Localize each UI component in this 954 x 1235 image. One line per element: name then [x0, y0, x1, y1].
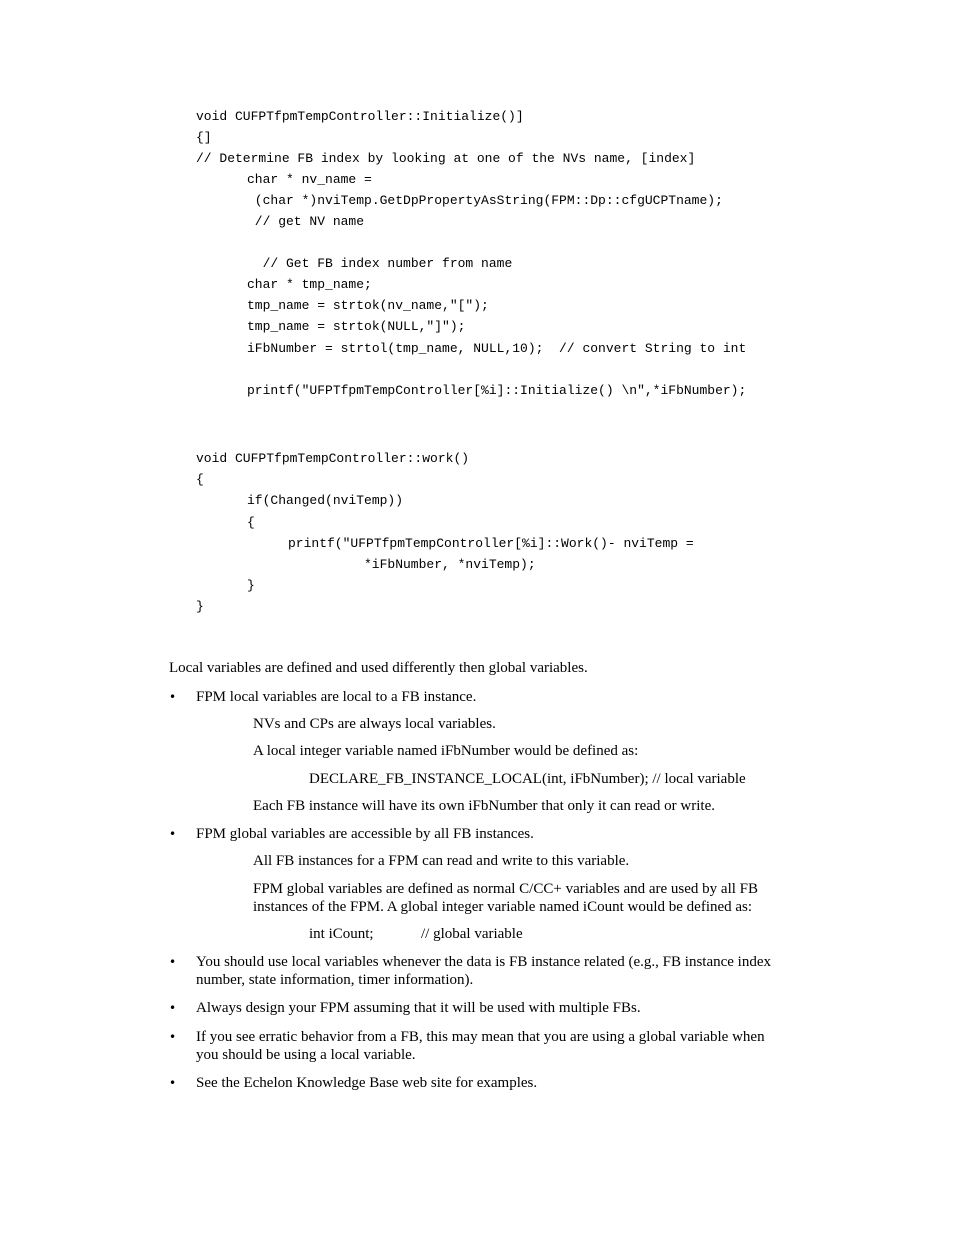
code-line: tmp_name = strtok(nv_name,"[");	[247, 298, 489, 313]
code-line: *iFbNumber, *nviTemp);	[364, 557, 536, 572]
code-line: char * tmp_name;	[247, 277, 372, 292]
bullet-design: Always design your FPM assuming that it will be used with multiple FBs.	[196, 1000, 641, 1016]
global-detail-definition: instances of the FPM. A global integer variable named iCount would be defined as:	[253, 899, 753, 915]
bullet-icon: •	[169, 690, 177, 704]
bullet-local-variables: FPM local variables are local to a FB instance.	[196, 689, 477, 705]
code-line: // get NV name	[247, 214, 365, 229]
bullet-erratic: you should be using a local variable.	[196, 1047, 416, 1063]
code-line: // Determine FB index by looking at one of the NVs name, [index]	[196, 151, 696, 166]
code-line: // Get FB index number from name	[247, 256, 513, 271]
bullet-icon: •	[169, 1030, 177, 1044]
bullet-icon: •	[169, 955, 177, 969]
intro-paragraph: Local variables are defined and used differently then global variables.	[169, 660, 588, 676]
code-line: {]	[196, 130, 212, 145]
bullet-use-local: number, state information, timer information).	[196, 972, 474, 988]
code-line: (char *)nviTemp.GetDpPropertyAsString(FPM::Dp::cfgUCPTname);	[247, 193, 723, 208]
bullet-icon: •	[169, 1001, 177, 1015]
bullet-knowledge-base: See the Echelon Knowledge Base web site for examples.	[196, 1075, 538, 1091]
bullet-icon: •	[169, 827, 177, 841]
code-line: void CUFPTfpmTempController::Initialize()]	[196, 109, 524, 124]
code-line: {	[196, 472, 204, 487]
code-line: if(Changed(nviTemp))	[247, 493, 404, 508]
bullet-use-local: You should use local variables whenever the data is FB instance related (e.g., FB instance index	[196, 954, 772, 970]
code-line: void CUFPTfpmTempController::work()	[196, 451, 470, 466]
code-line: tmp_name = strtok(NULL,"]");	[247, 319, 466, 334]
code-line: iFbNumber = strtol(tmp_name, NULL,10); // convert String to int	[247, 341, 747, 356]
local-declaration-example: DECLARE_FB_INSTANCE_LOCAL(int, iFbNumber); // local variable	[309, 771, 746, 787]
code-line: char * nv_name =	[247, 172, 372, 187]
global-declaration-comment: // global variable	[421, 926, 523, 942]
code-line: printf("UFPTfpmTempController[%i]::Work()- nviTemp =	[288, 536, 694, 551]
code-line: printf("UFPTfpmTempController[%i]::Initialize() \n",*iFbNumber);	[247, 383, 747, 398]
local-detail-nvs-cps: NVs and CPs are always local variables.	[253, 716, 496, 732]
bullet-global-variables: FPM global variables are accessible by all FB instances.	[196, 826, 534, 842]
local-detail-instance: Each FB instance will have its own iFbNumber that only it can read or write.	[253, 798, 715, 814]
bullet-erratic: If you see erratic behavior from a FB, this may mean that you are using a global variable when	[196, 1029, 765, 1045]
code-line: }	[247, 578, 255, 593]
code-line: }	[196, 599, 204, 614]
global-detail-access: All FB instances for a FPM can read and write to this variable.	[253, 853, 630, 869]
code-line: {	[247, 515, 255, 530]
bullet-icon: •	[169, 1076, 177, 1090]
local-detail-definition: A local integer variable named iFbNumber would be defined as:	[253, 743, 639, 759]
global-detail-definition: FPM global variables are defined as normal C/CC+ variables and are used by all FB	[253, 881, 759, 897]
global-declaration-example: int iCount;	[309, 926, 374, 942]
